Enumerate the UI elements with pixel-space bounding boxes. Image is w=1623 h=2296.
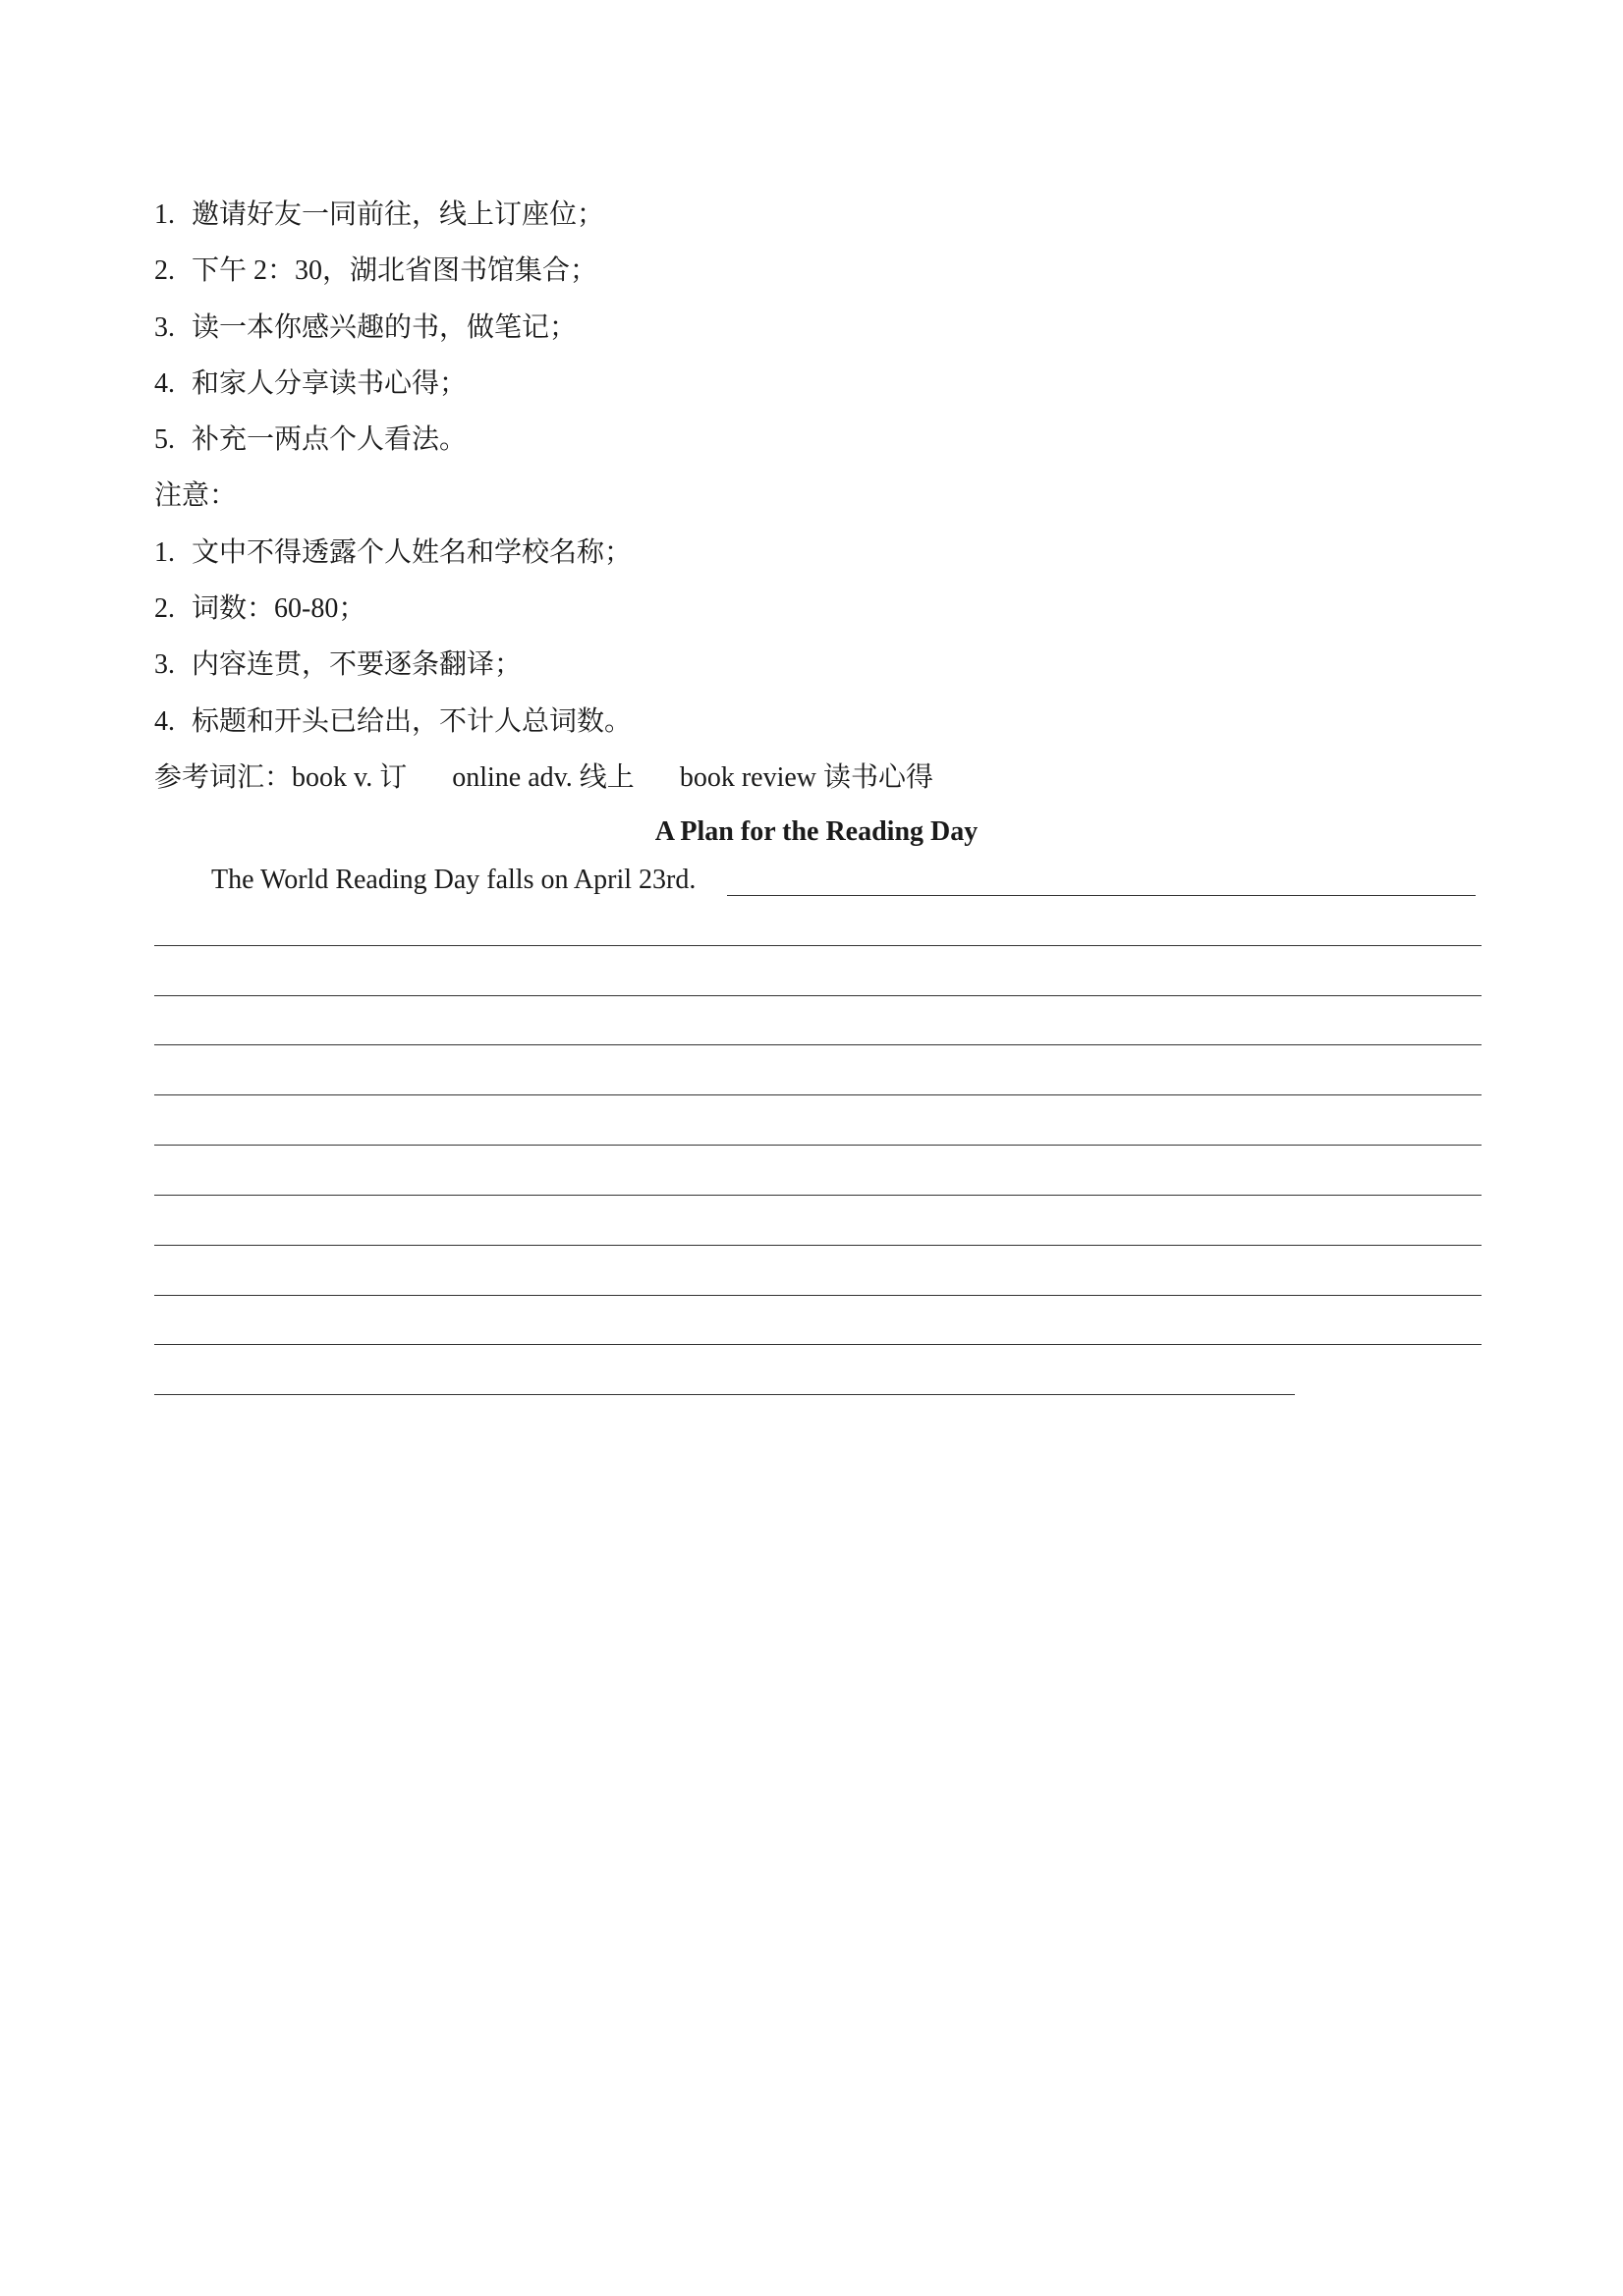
notes-heading: 注意：	[154, 480, 238, 511]
step-item-5	[154, 422, 467, 458]
step-text: 补充一两点个人看法。	[192, 424, 468, 455]
note-text: 标题和开头已给出，不计人总词数。	[192, 706, 633, 737]
answer-line[interactable]	[154, 1295, 1482, 1296]
note-item-4	[154, 704, 632, 740]
answer-line[interactable]	[154, 1094, 1482, 1095]
step-item-2	[154, 253, 597, 289]
note-item-1	[154, 535, 632, 571]
answer-line[interactable]	[154, 1394, 1295, 1395]
step-text: 和家人分享读书心得；	[192, 368, 468, 399]
step-number: 4.	[154, 368, 175, 399]
note-text: 内容连贯，不要逐条翻译；	[192, 649, 523, 680]
answer-line[interactable]	[154, 995, 1482, 996]
answer-line[interactable]	[154, 1344, 1482, 1345]
step-number: 3.	[154, 312, 175, 343]
note-number: 2.	[154, 593, 175, 624]
step-number: 2.	[154, 255, 175, 286]
note-text: 词数：60-80；	[192, 593, 366, 624]
note-number: 3.	[154, 649, 175, 680]
step-item-4	[154, 366, 467, 402]
vocab-item: book review 读书心得	[679, 762, 933, 793]
answer-line[interactable]	[154, 1245, 1482, 1246]
step-text: 下午 2：30，湖北省图书馆集合；	[192, 255, 598, 286]
note-item-3	[154, 647, 522, 683]
note-text: 文中不得透露个人姓名和学校名称；	[192, 537, 633, 568]
vocab-line	[154, 760, 933, 796]
answer-line[interactable]	[154, 945, 1482, 946]
note-item-2	[154, 591, 365, 627]
answer-line[interactable]	[154, 1195, 1482, 1196]
step-item-3	[154, 310, 577, 346]
vocab-item: book v. 订	[292, 762, 408, 793]
answer-line[interactable]	[154, 1044, 1482, 1045]
vocab-label: 参考词汇：	[154, 762, 293, 793]
step-number: 5.	[154, 424, 175, 455]
step-item-1	[154, 197, 604, 233]
vocab-item: online adv. 线上	[452, 762, 635, 793]
note-number: 1.	[154, 537, 175, 568]
answer-line[interactable]	[154, 1145, 1482, 1146]
step-text: 邀请好友一同前往，线上订座位；	[192, 199, 605, 230]
step-text: 读一本你感兴趣的书，做笔记；	[192, 312, 578, 343]
answer-line[interactable]	[727, 895, 1476, 896]
essay-opening: The World Reading Day falls on April 23rd.	[211, 865, 697, 895]
step-number: 1.	[154, 199, 175, 230]
note-number: 4.	[154, 706, 175, 737]
essay-title: A Plan for the Reading Day	[654, 816, 979, 847]
